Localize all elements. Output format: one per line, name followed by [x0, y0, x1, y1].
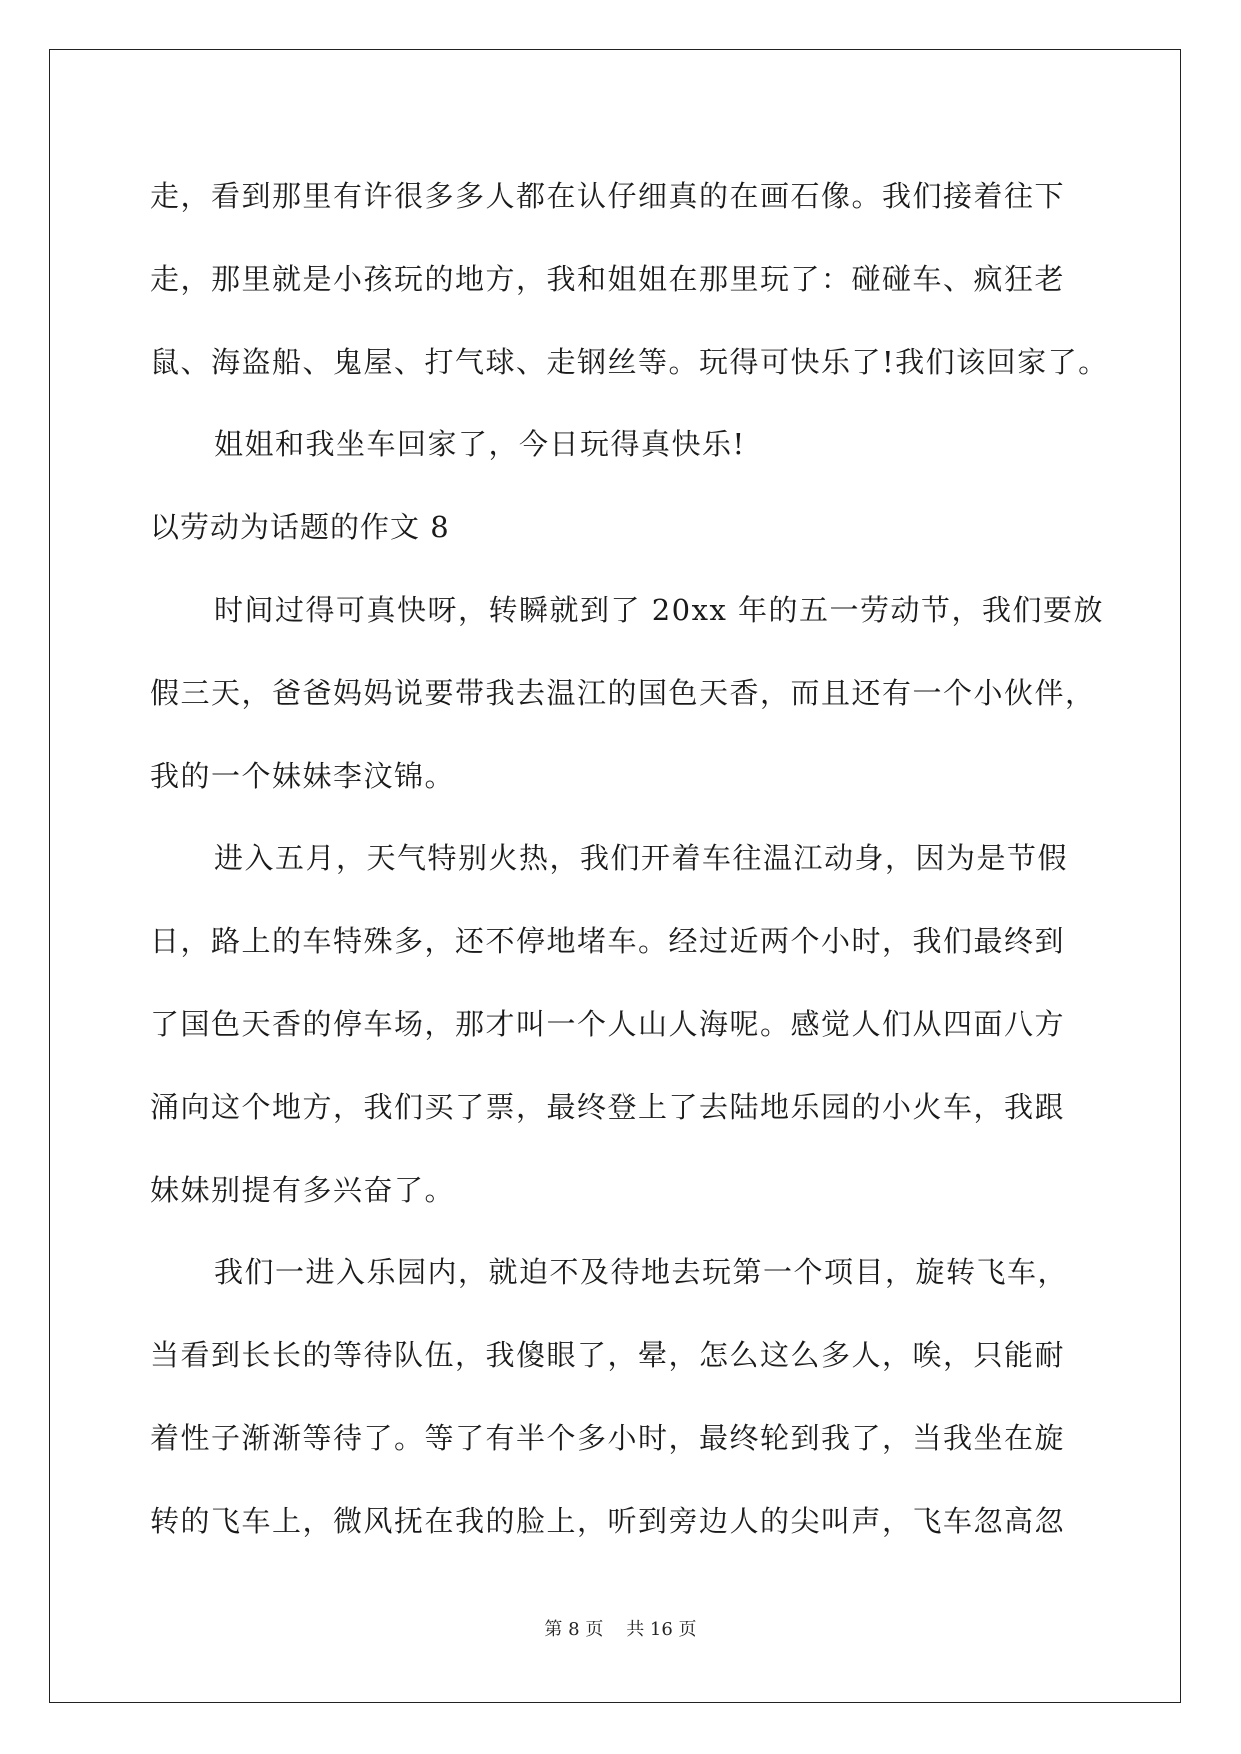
text-line: 鼠、海盗船、鬼屋、打气球、走钢丝等。玩得可快乐了!我们该回家了。	[150, 344, 1109, 379]
text-line: 转的飞车上，微风抚在我的脸上，听到旁边人的尖叫声，飞车忽高忽	[150, 1503, 1066, 1538]
text-line: 日，路上的车特殊多，还不停地堵车。经过近两个小时，我们最终到	[150, 924, 1066, 959]
text-line: 走，那里就是小孩玩的地方，我和姐姐在那里玩了：碰碰车、疯狂老	[150, 261, 1066, 296]
text-line: 姐姐和我坐车回家了，今日玩得真快乐!	[214, 427, 746, 462]
text-line: 涌向这个地方，我们买了票，最终登上了去陆地乐园的小火车，我跟	[150, 1089, 1066, 1124]
text-line: 妹妹别提有多兴奋了。	[150, 1172, 456, 1207]
text-line: 假三天，爸爸妈妈说要带我去温江的国色天香，而且还有一个小伙伴，	[150, 675, 1096, 710]
text-line: 我的一个妹妹李汶锦。	[150, 758, 456, 793]
text-line: 当看到长长的等待队伍，我傻眼了，晕，怎么这么多人，唉，只能耐	[150, 1338, 1066, 1373]
section-heading: 以劳动为话题的作文 8	[150, 510, 450, 545]
text-line: 时间过得可真快呀，转瞬就到了 20xx 年的五一劳动节，我们要放	[214, 592, 1105, 627]
document-body	[150, 155, 1109, 1563]
text-line: 走，看到那里有许很多多人都在认仔细真的在画石像。我们接着往下	[150, 179, 1066, 213]
text-line: 着性子渐渐等待了。等了有半个多小时，最终轮到我了，当我坐在旋	[150, 1420, 1066, 1455]
text-line: 了国色天香的停车场，那才叫一个人山人海呢。感觉人们从四面八方	[150, 1006, 1066, 1041]
text-line: 我们一进入乐园内，就迫不及待地去玩第一个项目，旋转飞车，	[214, 1255, 1069, 1290]
text-line: 进入五月，天气特别火热，我们开着车往温江动身，因为是节假	[214, 841, 1069, 876]
page-number: 第 8 页 共 16 页	[544, 1619, 697, 1640]
